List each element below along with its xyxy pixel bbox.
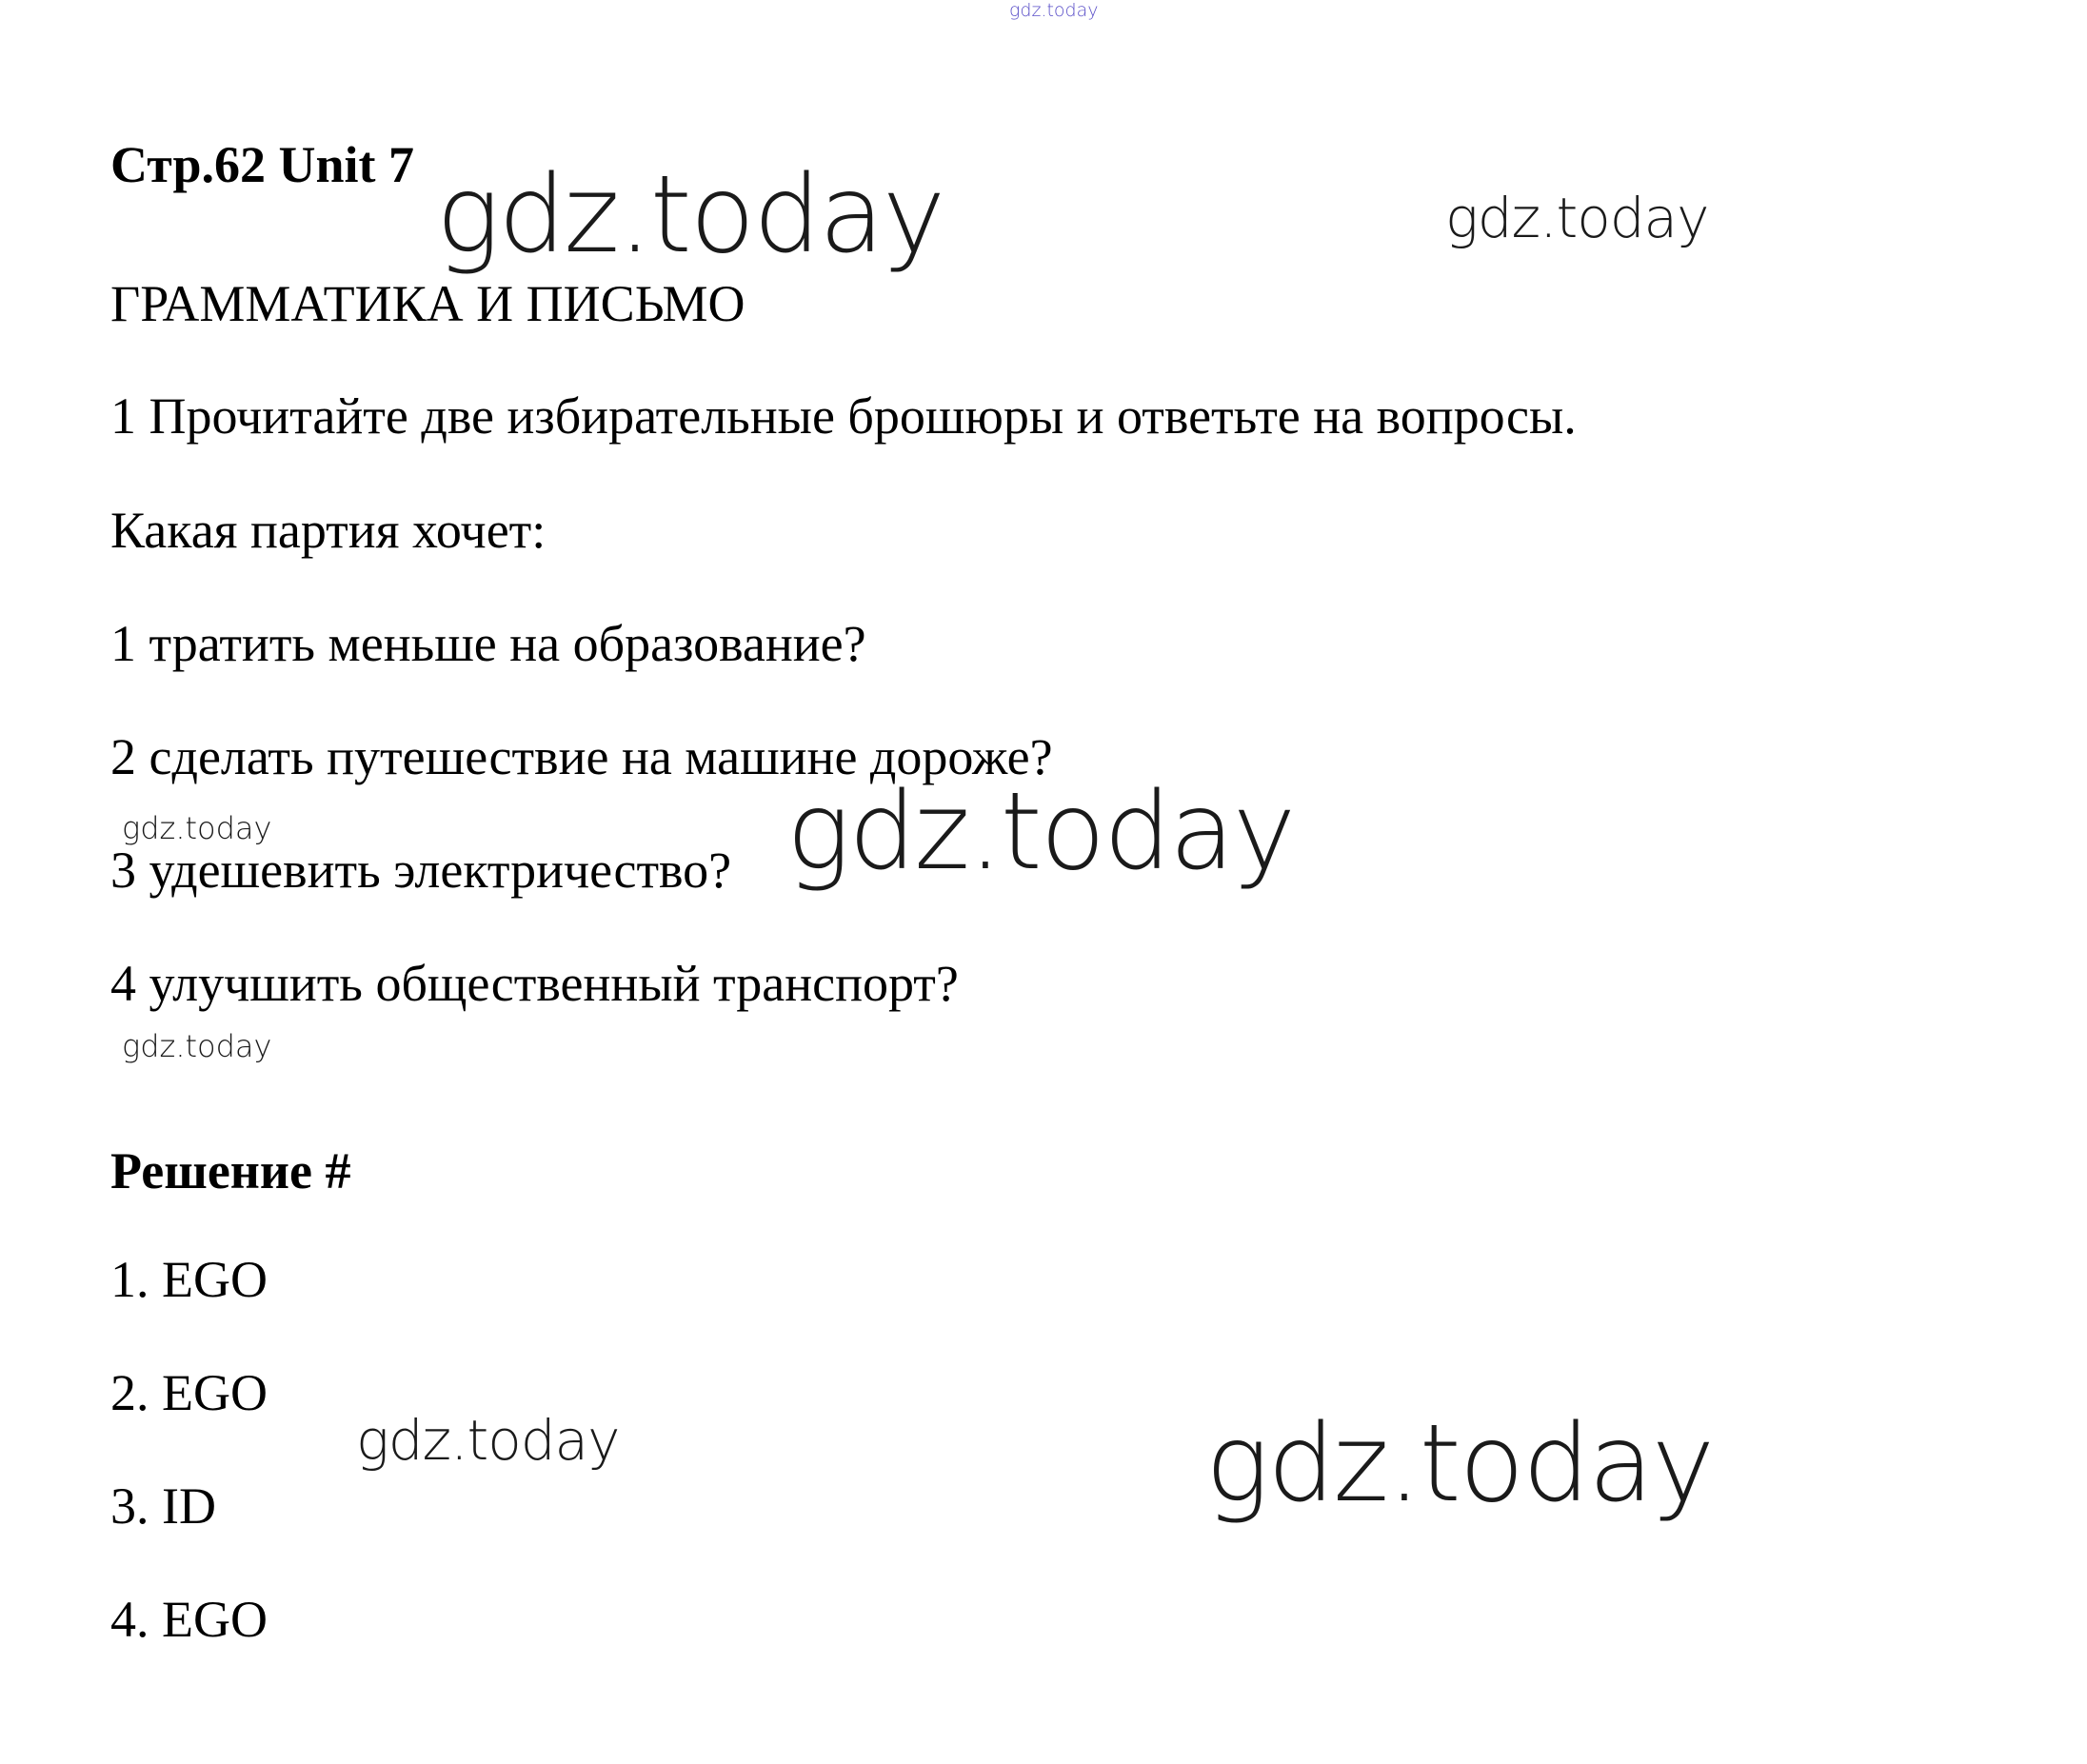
- page-title: Стр.62 Unit 7: [110, 136, 415, 193]
- task-instruction: 1 Прочитайте две избирательные брошюры и ответьте на вопросы.: [110, 387, 1577, 445]
- solution-heading: Решение #: [110, 1142, 351, 1199]
- task-question: Какая партия хочет:: [110, 502, 547, 559]
- watermark-large-2: gdz.today: [786, 770, 1295, 894]
- watermark-medium-1: gdz.today: [1445, 186, 1709, 250]
- watermark-top: gdz.today: [1009, 0, 1099, 21]
- answer-3: 3. ID: [110, 1477, 216, 1535]
- task-item-2: 2 сделать путешествие на машине дороже?: [110, 728, 1053, 785]
- answer-2: 2. EGO: [110, 1364, 268, 1421]
- watermark-large-1: gdz.today: [436, 153, 944, 277]
- watermark-small-2: gdz.today: [122, 1028, 272, 1064]
- answer-1: 1. EGO: [110, 1251, 268, 1308]
- task-item-4: 4 улучшить общественный транспорт?: [110, 955, 959, 1012]
- section-heading: ГРАММАТИКА И ПИСЬМО: [110, 275, 745, 332]
- task-item-3: 3 удешевить электричество?: [110, 842, 732, 899]
- task-item-1: 1 тратить меньше на образование?: [110, 615, 866, 672]
- watermark-small-1: gdz.today: [122, 810, 272, 846]
- watermark-medium-2: gdz.today: [356, 1408, 620, 1473]
- answer-4: 4. EGO: [110, 1591, 268, 1648]
- watermark-large-3: gdz.today: [1205, 1402, 1714, 1526]
